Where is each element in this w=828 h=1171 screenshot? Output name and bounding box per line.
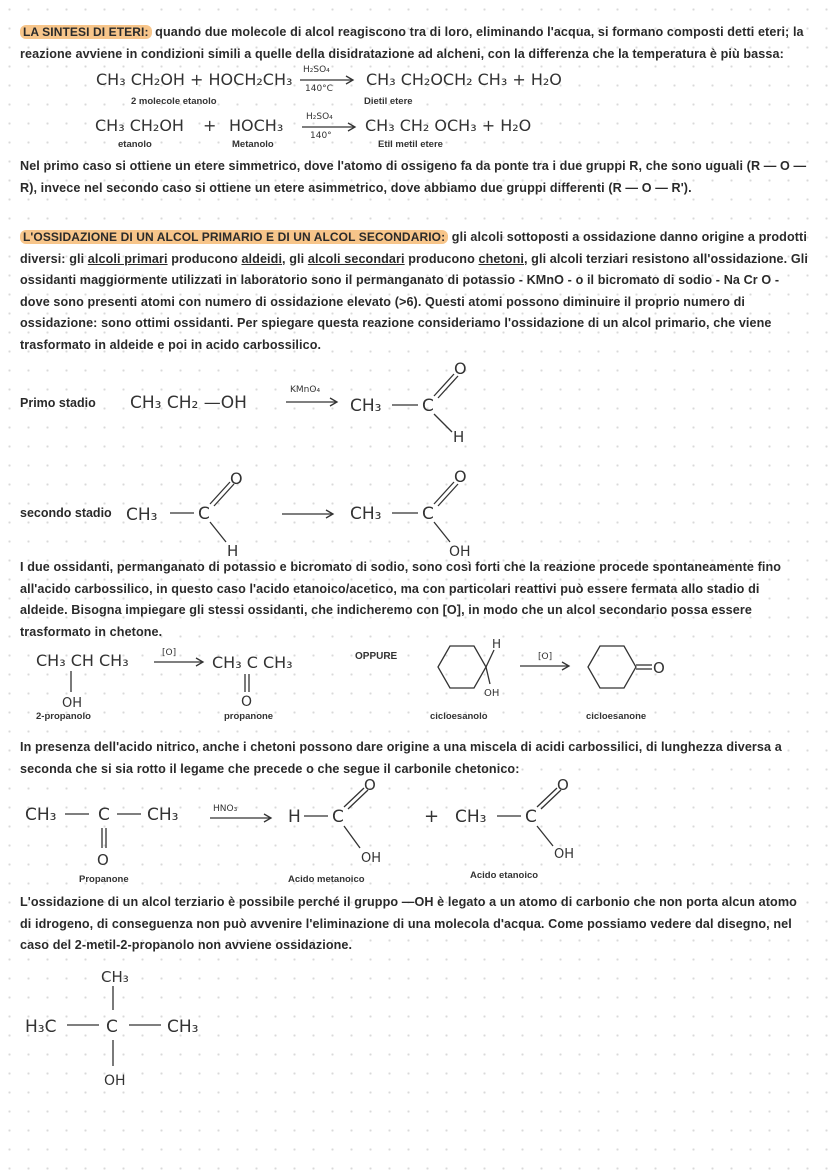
secondary-reagent: [O] (162, 648, 177, 658)
tertiary-paragraph: L'ossidazione di un alcol terziario è possibile perché il gruppo —OH è legato a un atomo di carbonio che non porta alcun atomo di idrogeno, di conseguenza non può avvenire l'eliminazione di una molecola d'acqua. Come possiamo vedere dal disegno, nel caso del 2-metil-2-propanolo non avviene ossidazione. (20, 895, 797, 952)
hydrogen-atom: H (453, 428, 465, 446)
nitric-arrow (208, 812, 276, 824)
oxidation-text-5: , gli alcoli terziari resistono all'ossidazione. Gli ossidanti maggiormente utilizzati in laboratorio sono il permanganato di potassio - KMnO - o il bicromato di sodio - Na Cr O - dove sono presenti atomi con numero di ossidazione elevato (>6). Questi atomi possono diminuire il proprio numero di ossidazione: sono ottimi ossidanti. Per spiegare questa reazione consideriamo l'ossidazione di un alcol primario, che viene trasformato in aldeide e poi in acido carbossilico. (20, 251, 808, 352)
ethanoic-caption: Acido etanoico (470, 870, 539, 881)
stage1-arrow (284, 396, 344, 408)
hydroxyl-group: OH (62, 696, 83, 711)
oxidation-text-3: , gli (282, 251, 308, 266)
carboxylic-acid-structure (350, 466, 490, 561)
ch3-group: CH₃ (455, 807, 487, 827)
oxidants-paragraph: I due ossidanti, permanganato di potassio e bicromato di sodio, sono così forti che la reazione procede spontaneamente fino all'acido carbossilico, in questo caso l'acido etanoico/acetico, ma con particolari reattivi può essere fermata allo stadio di aldeide. Bisogna impiegare gli stessi ossidanti, che indicheremo con [O], in modo che un alcol secondario possa essere trasformato in chetone. (20, 560, 782, 639)
propanone-structure (25, 790, 205, 870)
ether-intro-paragraph (20, 22, 810, 65)
cyclo-arrow (518, 660, 574, 672)
cyclo-reagent: [O] (538, 652, 553, 662)
hydroxyl-group: OH (449, 544, 471, 560)
oxygen-atom: O (653, 659, 665, 677)
eq2-temperature: 140° (310, 131, 332, 141)
cyclohexanol-structure (428, 632, 518, 702)
oxidation-section-title: L'OSSIDAZIONE DI UN ALCOL PRIMARIO E DI UN ALCOL SECONDARIO: (20, 230, 448, 244)
oxidation-intro-paragraph (20, 227, 810, 356)
propanol-oh-bond (60, 668, 90, 711)
carbon-atom: C (525, 807, 537, 827)
propanone-caption: Propanone (79, 874, 129, 885)
carbon-atom: C (422, 396, 434, 416)
eq1-products: CH₃ CH₂OCH₂ CH₃ + H₂O (366, 70, 562, 89)
propanol-formula: CH₃ CH CH₃ (36, 651, 129, 670)
central-carbon: C (106, 1017, 118, 1037)
eq1-reactants: CH₃ CH₂OH + HOCH₂CH₃ (96, 70, 293, 89)
secondary-arrow (152, 656, 208, 668)
carbon-atom: C (332, 807, 344, 827)
aldehyde-structure-2 (126, 470, 266, 565)
eq2-catalyst: H₂SO₄ (306, 112, 333, 122)
oxygen-atom: O (241, 694, 253, 710)
propanone-label: propanone (224, 711, 274, 722)
oxidation-text-1: gli alcoli sottoposti a ossidazione danno origine a prodotti diversi: gli (20, 230, 807, 266)
oxygen-atom: O (454, 467, 467, 486)
eq2-label-b: Metanolo (232, 139, 274, 150)
methanoic-caption: Acido metanoico (288, 874, 365, 885)
nitric-acid-paragraph: In presenza dell'acido nitrico, anche i chetoni possono dare origine a una miscela di acidi carbossilici, di lunghezza diversa a seconda che si sia rotto il legame che precede o che segue il carbonile chetonico: (20, 740, 782, 776)
nitric-reagent: HNO₃ (213, 804, 238, 814)
eq2-label-a: etanolo (118, 139, 152, 150)
ch3-right: CH₃ (147, 805, 179, 825)
tertiary-alcohol-structure (25, 962, 225, 1092)
secondary-alcohols-term: alcoli secondari (307, 251, 405, 266)
stage1-reagent: KMnO₄ (290, 385, 321, 395)
hydroxyl-group: OH (554, 847, 575, 862)
eq2-reactant-a: CH₃ CH₂OH (95, 116, 184, 135)
aldehyde-structure-1 (350, 358, 480, 448)
hydroxyl-group: OH (361, 851, 382, 866)
ch3-group: CH₃ (126, 505, 158, 525)
ethanoic-acid-structure (455, 778, 595, 868)
propanone-carbonyl (238, 672, 258, 708)
eq2-products: CH₃ CH₂ OCH₃ + H₂O (365, 116, 532, 135)
cyclohexanone-label: cicloesanone (586, 711, 647, 722)
oxygen-atom: O (230, 469, 243, 488)
eq1-temperature: 140°C (305, 84, 333, 94)
ether-intro-text: quando due molecole di alcol reagiscono tra di loro, eliminando l'acqua, si formano composti detti eteri; la reazione avviene in condizioni simili a quelle della disidratazione ad alcheni, con la differenza che la temperatura è più bassa: (20, 25, 804, 61)
ch3-group: CH₃ (350, 504, 382, 524)
eq1-catalyst: H₂SO₄ (303, 65, 330, 75)
primary-alcohols-term: alcoli primari (87, 251, 168, 266)
carbon-atom: C (98, 805, 110, 825)
hydroxyl-group: OH (104, 1073, 126, 1089)
eq1-label-reactants: 2 molecole etanolo (131, 96, 217, 107)
ch3-top: CH₃ (101, 968, 129, 986)
hydroxyl-group: OH (484, 688, 500, 699)
oxygen-atom: O (454, 359, 467, 378)
eq2-plus: + (203, 116, 217, 135)
ch3-group: CH₃ (350, 396, 382, 416)
ether-explanation: Nel primo caso si ottiene un etere simmetrico, dove l'atomo di ossigeno fa da ponte tra i due gruppi R, che sono uguali (R — O — R), invece nel secondo caso si ottiene un etere asimmetrico, dove abbiamo due gruppi differenti (R — O — R'). (20, 159, 807, 195)
nitric-plus: + (424, 806, 440, 827)
methanoic-acid-structure (288, 778, 398, 868)
carbon-atom: C (422, 504, 434, 524)
oppure-label: OPPURE (355, 651, 398, 662)
eq2-label-product: Etil metil etere (378, 139, 443, 150)
aldehydes-term: aldeidi (241, 251, 283, 266)
propanone-formula: CH₃ C CH₃ (212, 653, 293, 672)
oxygen-atom: O (97, 851, 109, 869)
hydrogen-atom: H (227, 542, 239, 560)
propanol-label: 2-propanolo (36, 711, 91, 722)
stage1-label: Primo stadio (20, 396, 96, 410)
stage2-arrow (280, 508, 340, 520)
carbon-atom: C (198, 504, 210, 524)
cyclohexanol-label: cicloesanolo (430, 711, 488, 722)
hydrogen-atom: H (492, 637, 502, 651)
cyclohexanone-structure (582, 632, 682, 702)
ch3-left: CH₃ (25, 805, 57, 825)
stage1-reactant: CH₃ CH₂ —OH (130, 393, 247, 413)
oxygen-atom: O (364, 776, 376, 794)
oxygen-atom: O (557, 776, 569, 794)
h3c-left: H₃C (25, 1017, 57, 1037)
eq1-label-product: Dietil etere (364, 96, 413, 107)
ketones-term: chetoni (478, 251, 524, 266)
stage2-label: secondo stadio (20, 506, 112, 520)
oxidation-text-2: producono (167, 251, 242, 266)
eq2-reactant-b: HOCH₃ (229, 116, 284, 135)
ether-section-title: LA SINTESI DI ETERI: (20, 25, 152, 39)
oxidation-text-4: producono (404, 251, 479, 266)
hydrogen-atom: H (288, 807, 301, 827)
ch3-right: CH₃ (167, 1017, 199, 1037)
